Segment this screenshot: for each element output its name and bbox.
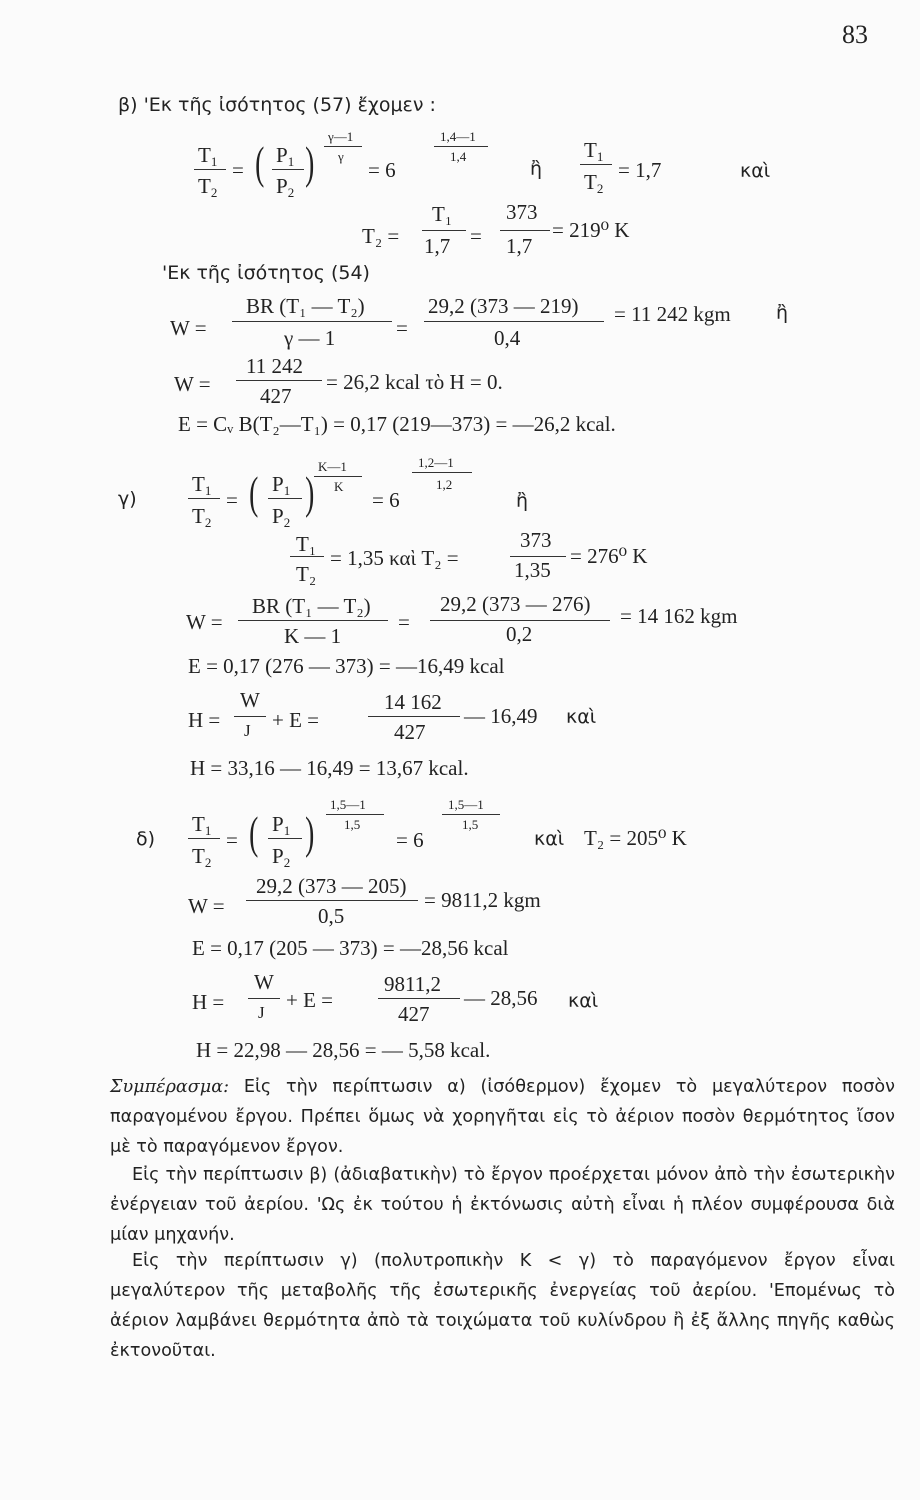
exponent-den: γ xyxy=(338,149,344,164)
c-heat-result: H = 33,16 — 16,49 = 13,67 kcal. xyxy=(190,756,469,780)
c-ratio-result: = 1,35 καὶ T₂ = xyxy=(330,546,459,570)
frac-den: $T_2$ xyxy=(198,174,218,200)
exponent-num: γ—1 xyxy=(328,129,354,144)
page-number: 83 xyxy=(842,20,868,49)
d-energy-line: E = 0,17 (205 — 373) = —28,56 kcal xyxy=(192,936,509,960)
conclusion-label: Συμπέρασμα: xyxy=(110,1077,230,1097)
section-b-heading: β) 'Εκ τῆς ἰσότητος (57) ἔχομεν : xyxy=(118,94,436,116)
b-energy-line: E = Cᵥ B(T₂—T₁) = 0,17 (219—373) = —26,2 kcal. xyxy=(178,412,616,436)
book-page: 83 β) 'Εκ τῆς ἰσότητος (57) ἔχομεν : $T_1$ $T_2$ = ( $P_1$ $P_2$ ) γ—1 γ = 6 1,4—1 1,4 ἢ $T_1$ $T_2$ = 1,7 καὶ T₂ = T₁ 1,7 = 373 1,7 = 219⁰ K 'Εκ τῆς ἰσότητος (54) W = BR (T₁ — T₂) γ — 1 = 29,2 (373 — 219) 0,4 = 11 242 kgm ἢ W = 11 242 427 = 26,2 kcal τὸ H = 0. E = Cᵥ B(T₂—T₁) = 0,17 (219—373) = —26,2 kcal. γ) $T_1$ $T_2$ = ( $P_1$ $P_2$ ) K—1 K = 6 1,2—1 1,2 ἢ T₁ T₂ = 1,35 καὶ T₂ = 373 1,35 = 276⁰ K W = BR (T₁ — T₂) K — 1 = 29,2 (373 — 276) 0,2 = 14 162 kgm E = 0,17 (276 — 373) = —16,49 kcal H = W J + E = 14 162 427 — 16,49 καὶ H = 33,16 — 16,49 = 13,67 kcal. δ) $T_1$ $T_2$ = ( $P_1$ $P_2$ ) 1,5—1 1,5 = 6 1,5—1 1,5 καὶ T₂ = 205⁰ K W = 29,2 (373 — 205) 0,5 = 9811,2 kgm E = 0,17 (205 — 373) = —28,56 kcal H = W J + E = 9811,2 427 — 28,56 καὶ H = 22,98 — 28,56 = — 5,58 kcal. Συμπέρασμα: Εἰς τὴν περίπτωσιν α) (ἰσόθερμον) ἔχομεν τὸ μεγαλύτερον ποσὸν παραγομένου ἔργου. Πρέπει ὅμως νὰ χορηγῆται εἰς τὸ ἀέριον ποσὸν θερμότητος ἴσον μὲ τὸ παραγόμενον ἔργον. Εἰς τὴν περίπτωσιν β) (ἀδιαβατικὴν) τὸ ἔργον προέρχεται μόνον ἀπὸ τὴν ἐσωτερικὴν ἐνέργειαν τοῦ ἀερίου. 'Ως ἐκ τούτου ἡ ἐκτόνωσις αὐτὴ εἶναι ἡ πλέον συμφέρουσα διὰ μίαν μηχανήν. Εἰς τὴν περίπτωσιν γ) (πολυτροπικὴν K < γ) τὸ παραγόμενον ἔργον εἶναι μεγαλύτερον τῆς μεταβολῆς τῆς ἐσωτερικῆς ἐνεργείας τοῦ ἀερίου. 'Επομένως τὸ ἀέριον λαμβάνει θερμότητα ἀπὸ τὰ τοιχώματα τοῦ κυλίνδρου ἢ ἐξ ἄλλης πηγῆς καθὼς ἐκτονοῦται. xyxy=(0,0,920,1500)
from-equation-54: 'Εκ τῆς ἰσότητος (54) xyxy=(162,262,370,284)
c-energy-line: E = 0,17 (276 — 373) = —16,49 kcal xyxy=(188,654,505,678)
d-heat-result: H = 22,98 — 28,56 = — 5,58 kcal. xyxy=(196,1038,491,1062)
frac-num: $T_1$ xyxy=(198,143,218,169)
conclusion-paragraph-2: Εἰς τὴν περίπτωσιν β) (ἀδιαβατικὴν) τὸ ἔργον προέρχεται μόνον ἀπὸ τὴν ἐσωτερικὴν ἐνέργειαν τοῦ ἀερίου. 'Ως ἐκ τούτου ἡ ἐκτόνωσις αὐτὴ εἶναι ἡ πλέον συμφέρουσα διὰ μίαν μηχανήν. xyxy=(110,1165,895,1245)
conclusion-paragraph-3: Εἰς τὴν περίπτωσιν γ) (πολυτροπικὴν K < γ) τὸ παραγόμενον ἔργον εἶναι μεγαλύτερον τῆς μεταβολῆς τῆς ἐσωτερικῆς ἐνεργείας τοῦ ἀερίου. 'Επομένως τὸ ἀέριον λαμβάνει θερμότητα ἀπὸ τὰ τοιχώματα τοῦ κυλίνδρου ἢ ἐξ ἄλλης πηγῆς καθὼς ἐκτονοῦται. xyxy=(110,1251,895,1361)
conclusion-paragraph-1: Συμπέρασμα: Εἰς τὴν περίπτωσιν α) (ἰσόθερμον) ἔχομεν τὸ μεγαλύτερον ποσὸν παραγομένου ἔργου. Πρέπει ὅμως νὰ χορηγῆται εἰς τὸ ἀέριον ποσὸν θερμότητος ἴσον μὲ τὸ παραγόμενον ἔργον. xyxy=(110,1077,895,1157)
